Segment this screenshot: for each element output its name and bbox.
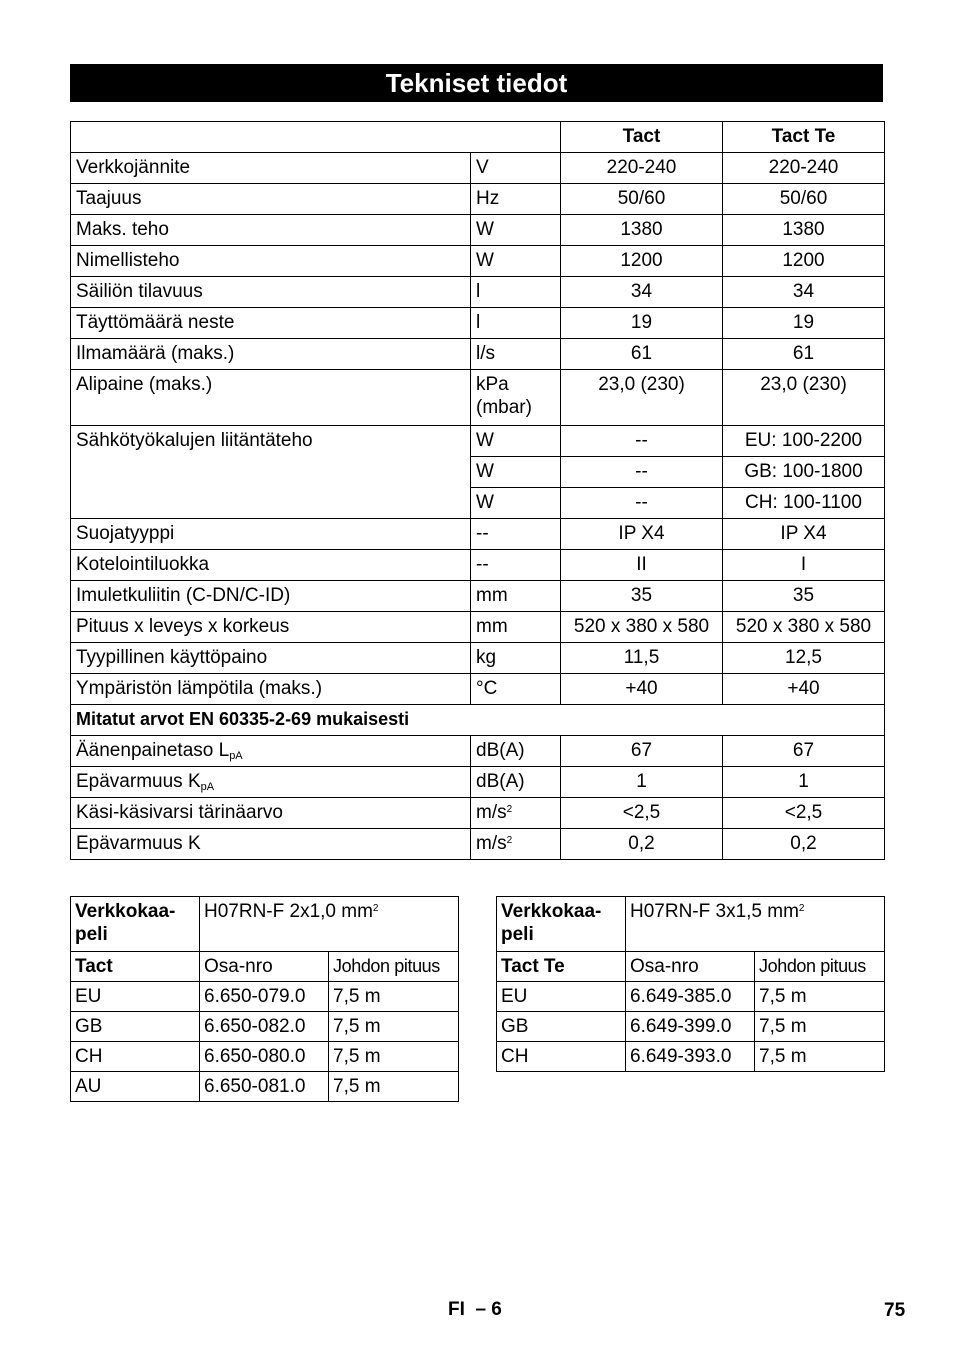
value-tact-te: 34 bbox=[723, 277, 885, 308]
row-label: Taajuus bbox=[71, 184, 471, 215]
row-unit: kg bbox=[471, 643, 561, 674]
row-label: Imuletkuliitin (C-DN/C-ID) bbox=[71, 581, 471, 612]
value-tact-te: +40 bbox=[723, 674, 885, 705]
table-row bbox=[497, 1012, 885, 1042]
value-tact: 67 bbox=[561, 736, 723, 767]
value-tact: 1380 bbox=[561, 215, 723, 246]
row-label: Verkkojännite bbox=[71, 153, 471, 184]
table-row bbox=[71, 153, 885, 184]
col-header-part: Osa-nro bbox=[626, 952, 755, 982]
value-tact-te: 1380 bbox=[723, 215, 885, 246]
row-label: Nimellisteho bbox=[71, 246, 471, 277]
table-row bbox=[71, 1042, 459, 1072]
cable-label bbox=[497, 897, 626, 952]
value-tact-te: 520 x 380 x 580 bbox=[723, 612, 885, 643]
value-tact: <2,5 bbox=[561, 798, 723, 829]
value-tact-te: <2,5 bbox=[723, 798, 885, 829]
section-row bbox=[71, 705, 885, 736]
value-tact: -- bbox=[561, 457, 723, 488]
table-row bbox=[71, 426, 885, 457]
cable-part-number: 6.649-393.0 bbox=[626, 1042, 755, 1072]
row-label bbox=[71, 767, 471, 798]
table-row bbox=[71, 519, 885, 550]
table-row bbox=[71, 339, 885, 370]
row-unit: °C bbox=[471, 674, 561, 705]
value-tact: II bbox=[561, 550, 723, 581]
row-label: Pituus x leveys x korkeus bbox=[71, 612, 471, 643]
row-label bbox=[71, 798, 471, 829]
cable-label bbox=[71, 897, 200, 952]
cell-text: Epävarmuus K bbox=[76, 833, 201, 854]
row-unit: l/s bbox=[471, 339, 561, 370]
value-tact-te: 19 bbox=[723, 308, 885, 339]
cable-label-line: Verkkokaa- bbox=[501, 901, 602, 922]
cell-text: m/s bbox=[476, 833, 507, 854]
cable-model: Tact bbox=[71, 952, 200, 982]
value-tact: 0,2 bbox=[561, 829, 723, 860]
header-row bbox=[71, 122, 885, 153]
cable-country: GB bbox=[497, 1012, 626, 1042]
row-label: Maks. teho bbox=[71, 215, 471, 246]
row-label bbox=[71, 736, 471, 767]
value-tact-te: IP X4 bbox=[723, 519, 885, 550]
col-header-length: Johdon pituus bbox=[329, 952, 459, 982]
value-tact-te: 67 bbox=[723, 736, 885, 767]
table-row bbox=[71, 370, 885, 426]
cell-text: dB(A) bbox=[476, 740, 525, 761]
row-label: Kotelointiluokka bbox=[71, 550, 471, 581]
row-unit: W bbox=[471, 457, 561, 488]
col-header-tact-te: Tact Te bbox=[723, 122, 885, 153]
value-tact-te: 1 bbox=[723, 767, 885, 798]
footer-lang: FI bbox=[448, 1299, 465, 1320]
cable-header-row bbox=[71, 897, 459, 952]
value-tact: 19 bbox=[561, 308, 723, 339]
col-header-tact: Tact bbox=[561, 122, 723, 153]
table-row bbox=[71, 767, 885, 798]
cable-length: 7,5 m bbox=[329, 982, 459, 1012]
cable-country: CH bbox=[71, 1042, 200, 1072]
cable-length: 7,5 m bbox=[329, 1072, 459, 1102]
cable-part-number: 6.650-081.0 bbox=[200, 1072, 329, 1102]
cable-label-line: peli bbox=[501, 924, 534, 945]
row-unit: l bbox=[471, 277, 561, 308]
table-row bbox=[71, 184, 885, 215]
row-label: Ilmamäärä (maks.) bbox=[71, 339, 471, 370]
value-tact: 50/60 bbox=[561, 184, 723, 215]
value-tact-te: 23,0 (230) bbox=[723, 370, 885, 426]
footer-local-page: – 6 bbox=[475, 1299, 502, 1320]
cable-col-header-row bbox=[497, 952, 885, 982]
row-label: Alipaine (maks.) bbox=[71, 370, 471, 426]
value-tact-te: 50/60 bbox=[723, 184, 885, 215]
subscript: pA bbox=[229, 750, 243, 762]
table-row bbox=[71, 798, 885, 829]
value-tact-te: 12,5 bbox=[723, 643, 885, 674]
value-tact: +40 bbox=[561, 674, 723, 705]
superscript: 2 bbox=[798, 903, 805, 914]
row-unit: W bbox=[471, 426, 561, 457]
table-row bbox=[71, 550, 885, 581]
cable-length: 7,5 m bbox=[755, 982, 885, 1012]
table-row bbox=[71, 246, 885, 277]
value-tact: 11,5 bbox=[561, 643, 723, 674]
value-tact-te: 1200 bbox=[723, 246, 885, 277]
cell-text: H07RN-F 3x1,5 mm bbox=[630, 901, 799, 922]
section-heading: Mitatut arvot EN 60335-2-69 mukaisesti bbox=[71, 705, 885, 736]
footer-page-number: 75 bbox=[884, 1300, 906, 1321]
cable-part-number: 6.649-399.0 bbox=[626, 1012, 755, 1042]
row-unit: W bbox=[471, 215, 561, 246]
page-title: Tekniset tiedot bbox=[70, 64, 883, 102]
cell-text: Epävarmuus K bbox=[76, 771, 201, 792]
row-unit: mm bbox=[471, 581, 561, 612]
cable-table-tact-te bbox=[496, 896, 885, 1072]
row-unit bbox=[471, 736, 561, 767]
spec-table bbox=[70, 121, 885, 860]
value-tact: IP X4 bbox=[561, 519, 723, 550]
cell-text: m/s bbox=[476, 802, 507, 823]
cable-col-header-row bbox=[71, 952, 459, 982]
table-row bbox=[71, 829, 885, 860]
cable-table-tact bbox=[70, 896, 459, 1102]
value-tact: 520 x 380 x 580 bbox=[561, 612, 723, 643]
cable-model: Tact Te bbox=[497, 952, 626, 982]
superscript: 2 bbox=[506, 835, 513, 846]
value-tact-te: GB: 100-1800 bbox=[723, 457, 885, 488]
value-tact-te: CH: 100-1100 bbox=[723, 488, 885, 519]
row-unit: Hz bbox=[471, 184, 561, 215]
superscript: 2 bbox=[506, 804, 513, 815]
value-tact: 23,0 (230) bbox=[561, 370, 723, 426]
row-unit bbox=[471, 767, 561, 798]
value-tact: 35 bbox=[561, 581, 723, 612]
value-tact-te: 35 bbox=[723, 581, 885, 612]
row-unit: mm bbox=[471, 612, 561, 643]
cable-country: CH bbox=[497, 1042, 626, 1072]
value-tact: -- bbox=[561, 488, 723, 519]
cell-text: H07RN-F 2x1,0 mm bbox=[204, 901, 373, 922]
superscript: 2 bbox=[372, 903, 379, 914]
table-row bbox=[71, 1012, 459, 1042]
row-label: Säiliön tilavuus bbox=[71, 277, 471, 308]
row-label: Tyypillinen käyttöpaino bbox=[71, 643, 471, 674]
table-row bbox=[71, 277, 885, 308]
value-tact-te: EU: 100-2200 bbox=[723, 426, 885, 457]
table-row bbox=[71, 1072, 459, 1102]
table-row bbox=[71, 215, 885, 246]
cable-header-row bbox=[497, 897, 885, 952]
col-header-part: Osa-nro bbox=[200, 952, 329, 982]
table-row bbox=[497, 1042, 885, 1072]
cable-country: EU bbox=[71, 982, 200, 1012]
table-row bbox=[71, 581, 885, 612]
value-tact: 1 bbox=[561, 767, 723, 798]
row-label: Ympäristön lämpötila (maks.) bbox=[71, 674, 471, 705]
value-tact: 34 bbox=[561, 277, 723, 308]
table-row bbox=[71, 982, 459, 1012]
row-unit: -- bbox=[471, 550, 561, 581]
row-unit: l bbox=[471, 308, 561, 339]
cable-spec bbox=[626, 897, 885, 952]
table-row bbox=[71, 736, 885, 767]
cable-country: GB bbox=[71, 1012, 200, 1042]
value-tact: 1200 bbox=[561, 246, 723, 277]
cable-part-number: 6.650-080.0 bbox=[200, 1042, 329, 1072]
row-label: Täyttömäärä neste bbox=[71, 308, 471, 339]
table-row bbox=[71, 612, 885, 643]
value-tact-te: 0,2 bbox=[723, 829, 885, 860]
row-label bbox=[71, 829, 471, 860]
table-row bbox=[71, 674, 885, 705]
row-unit bbox=[471, 798, 561, 829]
row-unit: -- bbox=[471, 519, 561, 550]
row-label: Sähkötyökalujen liitäntäteho bbox=[71, 426, 471, 519]
table-row bbox=[71, 643, 885, 674]
cable-length: 7,5 m bbox=[329, 1042, 459, 1072]
header-blank bbox=[71, 122, 561, 153]
row-unit: kPa (mbar) bbox=[471, 370, 561, 426]
row-label: Suojatyyppi bbox=[71, 519, 471, 550]
cable-label-line: peli bbox=[75, 924, 108, 945]
cable-part-number: 6.650-079.0 bbox=[200, 982, 329, 1012]
value-tact-te: 61 bbox=[723, 339, 885, 370]
value-tact: -- bbox=[561, 426, 723, 457]
col-header-length: Johdon pituus bbox=[755, 952, 885, 982]
cable-length: 7,5 m bbox=[755, 1042, 885, 1072]
cell-text: Äänenpainetaso L bbox=[76, 740, 230, 761]
cable-label-line: Verkkokaa- bbox=[75, 901, 176, 922]
cable-part-number: 6.649-385.0 bbox=[626, 982, 755, 1012]
subscript: pA bbox=[200, 781, 215, 793]
cable-spec bbox=[200, 897, 459, 952]
cable-part-number: 6.650-082.0 bbox=[200, 1012, 329, 1042]
row-unit bbox=[471, 829, 561, 860]
row-unit: V bbox=[471, 153, 561, 184]
value-tact-te: 220-240 bbox=[723, 153, 885, 184]
value-tact-te: I bbox=[723, 550, 885, 581]
row-unit: W bbox=[471, 488, 561, 519]
value-tact: 220-240 bbox=[561, 153, 723, 184]
table-row bbox=[71, 308, 885, 339]
value-tact: 61 bbox=[561, 339, 723, 370]
row-unit: W bbox=[471, 246, 561, 277]
cable-length: 7,5 m bbox=[329, 1012, 459, 1042]
cell-text: dB(A) bbox=[476, 771, 525, 792]
cable-country: AU bbox=[71, 1072, 200, 1102]
cable-length: 7,5 m bbox=[755, 1012, 885, 1042]
cell-text: Käsi-käsivarsi tärinäarvo bbox=[76, 802, 283, 823]
cable-country: EU bbox=[497, 982, 626, 1012]
footer-page-ref bbox=[448, 1299, 502, 1321]
table-row bbox=[497, 982, 885, 1012]
